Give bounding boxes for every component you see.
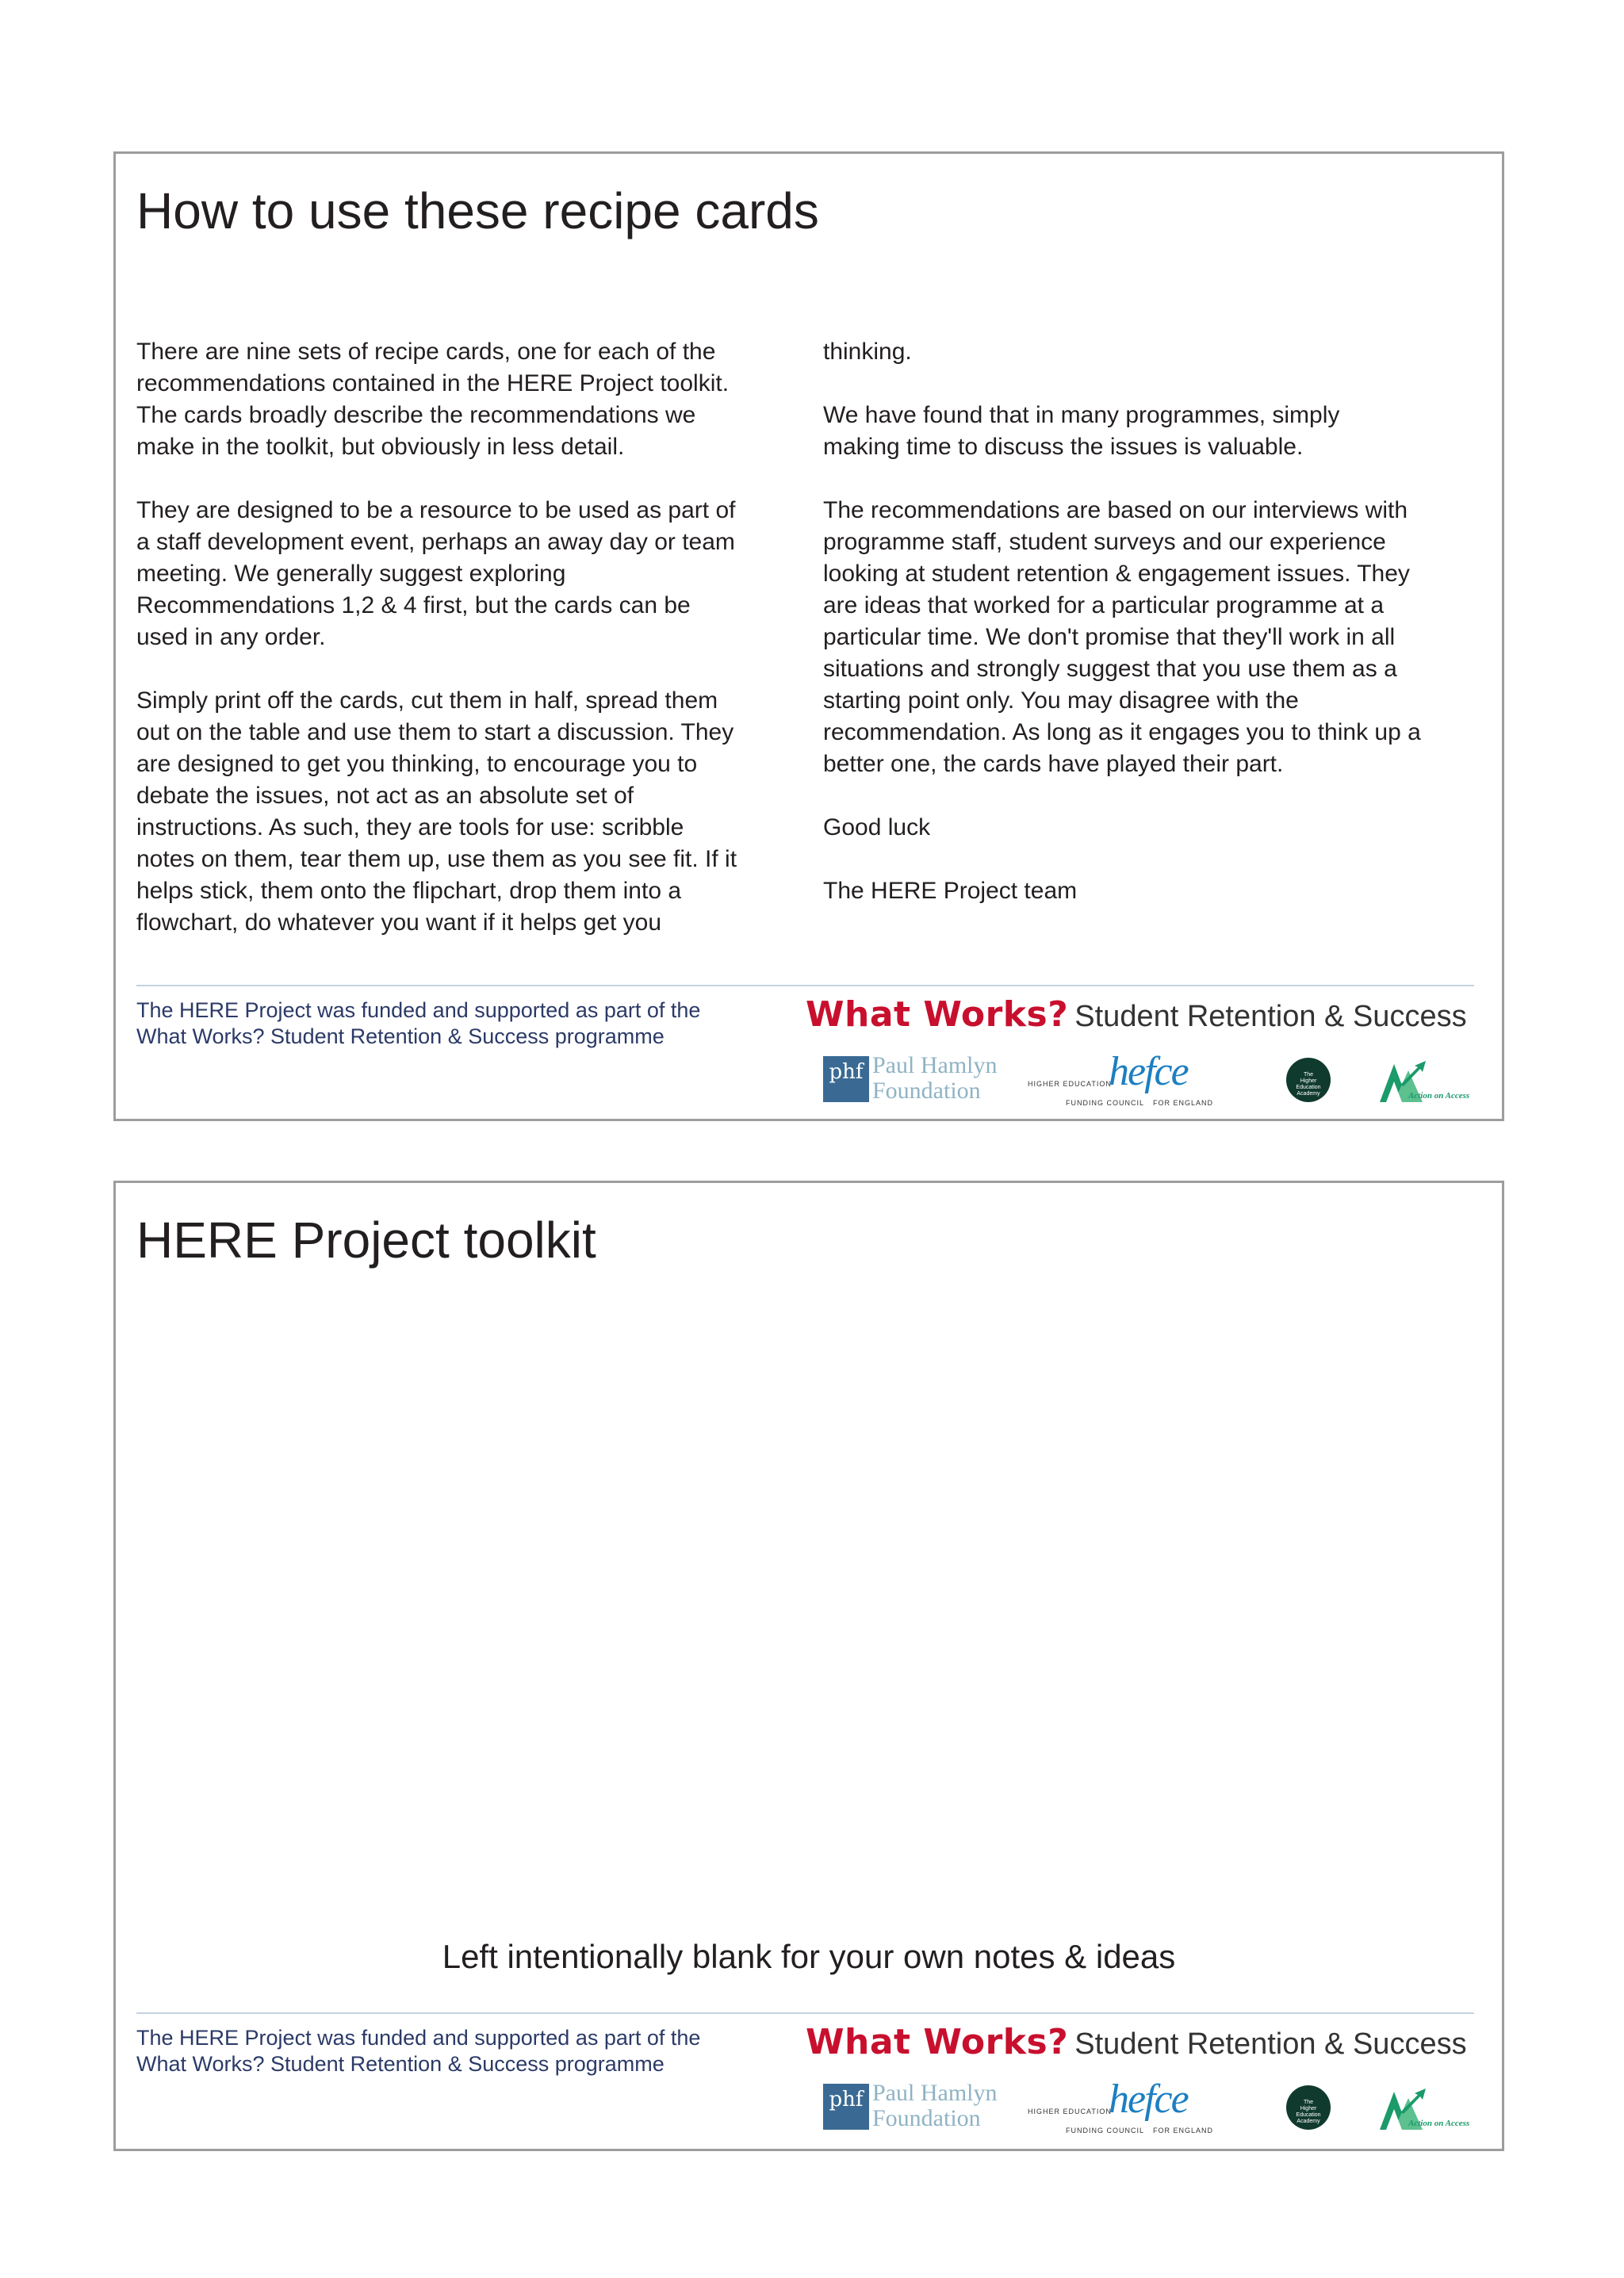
aoa-caption: Action on Access <box>1408 2119 1470 2128</box>
funding-note-line: What Works? Student Retention & Success programme <box>136 1024 665 1048</box>
blank-notes-caption: Left intentionally blank for your own notes & ideas <box>442 1938 1176 1975</box>
phf-name <box>872 2081 998 2131</box>
phf-name-line: Paul Hamlyn <box>872 1052 998 1078</box>
phf-name-line: Foundation <box>872 2105 981 2131</box>
partner-branding <box>806 2022 1496 2157</box>
footer-divider <box>136 2012 1474 2014</box>
hefce-wordmark: hefce <box>1109 2077 1188 2122</box>
card-title: How to use these recipe cards <box>136 182 819 239</box>
funding-note-line: What Works? Student Retention & Success programme <box>136 2052 665 2076</box>
hefce-logo <box>1028 1049 1214 1124</box>
paragraph: The recommendations are based on our interviews with programme staff, student surveys and our experience looking at student retention & engagement issues. They are ideas that worked for a particular programme at a particular time. We don't promise that they'll work in all situations and strongly suggest that you use them as a starting point only. You may disagree with the recommendation. As long as it engages you to think up a better one, the cards have played their part. <box>823 497 1421 777</box>
paul-hamlyn-foundation-logo <box>823 1053 1013 1108</box>
paragraph: Simply print off the cards, cut them in half, spread them out on the table and use them to start a discussion. They are designed to get you thinking, to encourage you to debate the issues, not act as an absolute set of instructions. As such, they are tools for use: scribble notes on them, tear them up, use them as you see fit. If it helps stick, them onto the flipchart, drop them into a flowchart, do whatever you want if it helps get you <box>136 687 737 936</box>
hea-text: The <box>1303 2100 1314 2105</box>
phf-name-line: Paul Hamlyn <box>872 2080 998 2106</box>
what-works-subtitle: Student Retention & Success <box>1074 2027 1467 2061</box>
text-column-left <box>136 336 795 971</box>
what-works-logo <box>806 994 1467 1035</box>
paul-hamlyn-foundation-logo <box>823 2081 1013 2136</box>
higher-education-academy-logo <box>1286 2085 1331 2130</box>
funding-note <box>136 2025 818 2077</box>
higher-education-academy-logo <box>1286 1058 1331 1102</box>
hea-text: Academy <box>1297 1091 1320 1097</box>
hefce-caption: FUNDING COUNCIL <box>1066 2127 1145 2134</box>
partner-logos <box>806 2077 1496 2152</box>
hefce-caption: HIGHER EDUCATION <box>1028 1080 1112 1088</box>
hea-text: Education <box>1296 2112 1321 2118</box>
hea-text: Higher <box>1300 1078 1317 1084</box>
funding-note-line: The HERE Project was funded and supported as part of the <box>136 998 701 1022</box>
action-on-access-logo <box>1377 2081 1480 2136</box>
action-on-access-logo <box>1377 1053 1480 1108</box>
funding-note <box>136 997 818 1050</box>
partner-logos <box>806 1049 1496 1124</box>
hea-text: Education <box>1296 1085 1321 1090</box>
paragraph: There are nine sets of recipe cards, one for each of the recommendations contained in the HERE Project toolkit. The cards broadly describe the recommendations we make in the toolkit, but obviously in less detail. <box>136 339 730 460</box>
hefce-logo <box>1028 2077 1214 2152</box>
hea-text: Higher <box>1300 2106 1317 2111</box>
phf-name-line: Foundation <box>872 1078 981 1104</box>
paragraph: Good luck <box>823 814 931 840</box>
hea-text: The <box>1303 1072 1314 1078</box>
paragraph: We have found that in many programmes, simply making time to discuss the issues is valuable. <box>823 402 1340 460</box>
what-works-wordmark: What Works? <box>806 994 1069 1035</box>
recipe-card-how-to-use <box>113 151 1504 1121</box>
hefce-caption: HIGHER EDUCATION <box>1028 2108 1112 2115</box>
hea-text: Academy <box>1297 2119 1320 2124</box>
hefce-caption: FOR ENGLAND <box>1153 1099 1214 1107</box>
hefce-caption: FOR ENGLAND <box>1153 2127 1214 2134</box>
paragraph: The HERE Project team <box>823 878 1078 904</box>
paragraph: They are designed to be a resource to be used as part of a staff development event, perhaps an away day or team meeting. We generally suggest exploring Recommendations 1,2 & 4 first, but the cards can be used in any order. <box>136 497 736 650</box>
phf-mark: phf <box>823 1056 869 1102</box>
what-works-subtitle: Student Retention & Success <box>1074 1000 1467 1033</box>
what-works-logo <box>806 2022 1467 2062</box>
card-title: HERE Project toolkit <box>136 1212 596 1269</box>
partner-branding <box>806 994 1496 1129</box>
hefce-caption: FUNDING COUNCIL <box>1066 1099 1145 1107</box>
footer-divider <box>136 985 1474 986</box>
what-works-wordmark: What Works? <box>806 2022 1069 2062</box>
paragraph: thinking. <box>823 339 912 365</box>
text-column-right <box>823 336 1481 939</box>
phf-mark: phf <box>823 2084 869 2130</box>
funding-note-line: The HERE Project was funded and supported as part of the <box>136 2026 701 2050</box>
aoa-caption: Action on Access <box>1408 1091 1470 1101</box>
recipe-card-toolkit-notes <box>113 1181 1504 2151</box>
hefce-wordmark: hefce <box>1109 1049 1188 1094</box>
phf-name <box>872 1053 998 1104</box>
